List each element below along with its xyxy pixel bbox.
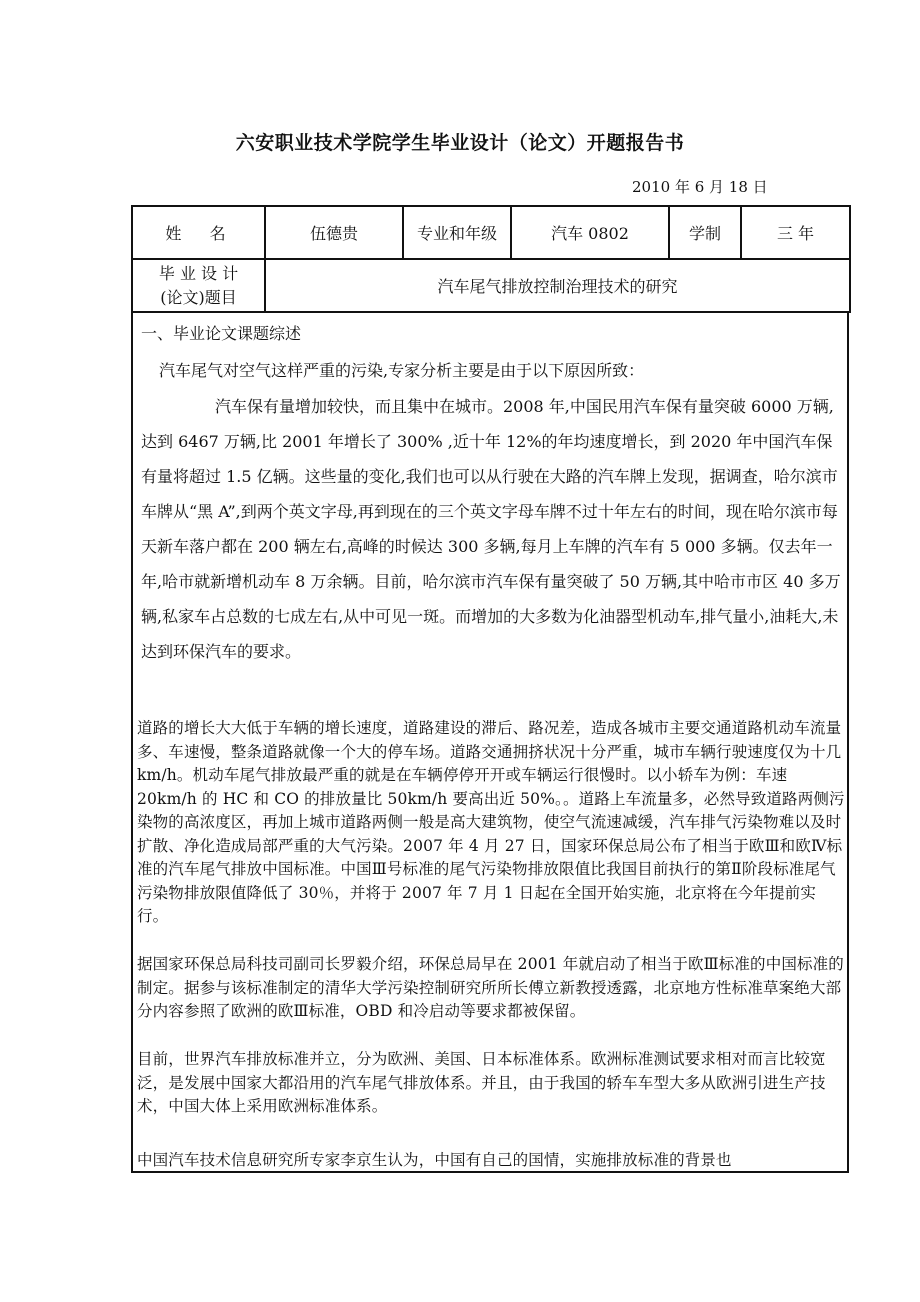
info-table	[131, 205, 851, 313]
duration-value: 三 年	[741, 206, 850, 259]
topic-label-line1: 毕 业 设 计	[158, 263, 239, 283]
duration-label: 学制	[669, 206, 741, 259]
paragraph-standard-origin: 据国家环保总局科技司副司长罗毅介绍，环保总局早在 2001 年就启动了相当于欧Ⅲ标准的中国标准的制定。据参与该标准制定的清华大学污染控制研究所所长傅立新教授透露，北京地方性标准草案绝大部分内容参照了欧洲的欧Ⅲ标准，OBD 和冷启动等要求都被保留。	[137, 955, 844, 1020]
document-title: 六安职业技术学院学生毕业设计（论文）开题报告书	[235, 132, 685, 154]
topic-label-line2: (论文)题目	[160, 287, 237, 307]
name-label	[132, 206, 265, 259]
name-value: 伍德贵	[265, 206, 403, 259]
paragraph-vehicle-growth: 汽车保有量增加较快，而且集中在城市。2008 年,中国民用汽车保有量突破 6000 万辆,达到 6467 万辆,比 2001 年增长了 300% ,近十年 12%的年均速度增长，到 2020 年中国汽车保有量将超过 1.5 亿辆。这些量的变化,我们也可以从行驶在大路的汽车牌上发现，据调查，哈尔滨市车牌从“黑 A”,到两个英文字母,再到现在的三个英文字母车牌不过十年左右的时间，现在哈尔滨市每天新车落户都在 200 辆左右,高峰的时候达 300 多辆,每月上车牌的汽车有 5 000 多辆。仅去年一年,哈市就新增机动车 8 万余辆。目前，哈尔滨市汽车保有量突破了 50 万辆,其中哈市市区 40 多万辆,私家车占总数的七成左右,从中可见一斑。而增加的大多数为化油器型机动车,排气量小,油耗大,未达到环保汽车的要求。	[141, 397, 841, 661]
intro-sentence: 汽车尾气对空气这样严重的污染,专家分析主要是由于以下原因所致：	[159, 361, 645, 380]
topic-value: 汽车尾气排放控制治理技术的研究	[265, 259, 850, 312]
major-label: 专业和年级	[403, 206, 511, 259]
paragraph-road-congestion: 道路的增长大大低于车辆的增长速度，道路建设的滞后、路况差，造成各城市主要交通道路机动车流量多、车速慢，整条道路就像一个大的停车场。道路交通拥挤状况十分严重，城市车辆行驶速度仅为十几 km/h。机动车尾气排放最严重的就是在车辆停停开开或车辆运行很慢时。以小轿车为例：车速 20km/h 的 HC 和 CO 的排放量比 50km/h 要高出近 50%。。道路上车流量多，必然导致道路两侧污染物的高浓度区，再加上城市道路两侧一般是高大建筑物，使空气流速减缓，汽车排气污染物难以及时扩散、净化造成局部严重的大气污染。2007 年 4 月 27 日，国家环保总局公布了相当于欧Ⅲ和欧Ⅳ标准的汽车尾气排放中国标准。中国Ⅲ号标准的尾气污染物排放限值比我国目前执行的第Ⅱ阶段标准尾气污染物排放限值降低了 30％，并将于 2007 年 7 月 1 日起在全国开始实施，北京将在今年提前实行。	[137, 719, 845, 925]
topic-label	[132, 259, 265, 312]
name-label-text: 姓 名	[165, 224, 232, 243]
paragraph-world-standards: 目前，世界汽车排放标准并立，分为欧洲、美国、日本标准体系。欧洲标准测试要求相对而言比较宽泛，是发展中国家大都沿用的汽车尾气排放体系。并且，由于我国的轿车车型大多从欧洲引进生产技术，中国大体上采用欧洲标准体系。	[137, 1050, 826, 1115]
section-heading: 一、毕业论文课题综述	[141, 324, 302, 343]
overview-section	[131, 313, 849, 1173]
report-date: 2010 年 6 月 18 日	[632, 178, 768, 196]
paragraph-expert-view: 中国汽车技术信息研究所专家李京生认为，中国有自己的国情，实施排放标准的背景也	[137, 1151, 732, 1169]
major-value: 汽车 0802	[511, 206, 669, 259]
